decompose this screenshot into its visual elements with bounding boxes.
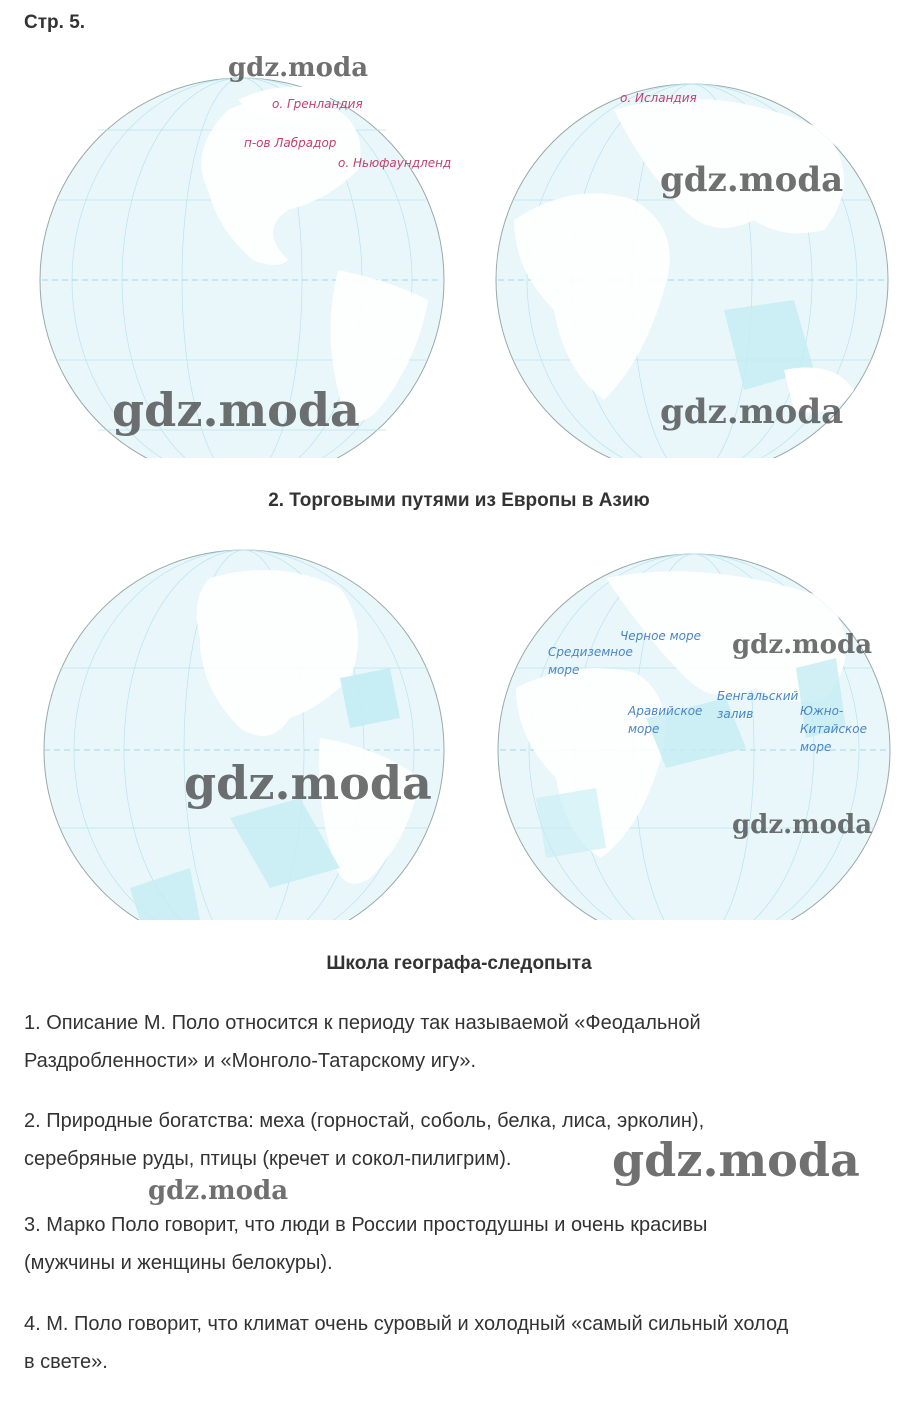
heading-trade-routes: 2. Торговыми путями из Европы в Азию — [268, 490, 650, 511]
page-number: Стр. 5. — [24, 12, 86, 33]
answer-1 — [24, 1004, 904, 1080]
answer-3-line-1: 3. Марко Поло говорит, что люди в России простодушны и очень красивы — [24, 1214, 708, 1236]
label-south-china-sea: море — [800, 740, 832, 754]
answer-3 — [24, 1206, 904, 1282]
label-bengal-bay: залив — [717, 707, 754, 721]
label-greenland: о. Гренландия — [272, 97, 363, 111]
answer-2-line-2: серебряные руды, птицы (кречет и сокол-пилигрим). — [24, 1148, 512, 1170]
answer-4-line-2: в свете». — [24, 1351, 108, 1373]
watermark: gdz.moda — [228, 53, 369, 83]
label-black-sea: Черное море — [620, 629, 702, 643]
answer-4 — [24, 1305, 904, 1381]
answer-2-line-1: 2. Природные богатства: меха (горностай, соболь, белка, лиса, эрколин), — [24, 1110, 705, 1132]
label-labrador: п-ов Лабрадор — [244, 136, 337, 150]
label-mediterranean: Средиземное — [548, 645, 633, 659]
heading-school: Школа географа-следопыта — [326, 953, 592, 974]
watermark: gdz.moda — [112, 383, 360, 437]
globe-west-2-graphic — [40, 548, 448, 920]
watermark: gdz.moda — [660, 392, 844, 432]
watermark: gdz.moda — [660, 160, 844, 200]
label-south-china-2: Китайское — [800, 722, 868, 736]
label-arabian: Аравийское — [628, 704, 703, 718]
watermark: gdz.moda — [732, 630, 873, 660]
watermark: gdz.moda — [148, 1176, 289, 1206]
watermark: gdz.moda — [612, 1133, 860, 1187]
answer-1-line-1: 1. Описание М. Поло относится к периоду так называемой «Феодальной — [24, 1012, 701, 1034]
label-mediterranean-sea: море — [548, 663, 580, 677]
label-bengal: Бенгальский — [717, 689, 799, 703]
answer-4-line-1: 4. М. Поло говорит, что климат очень суровый и холодный «самый сильный холод — [24, 1313, 789, 1335]
label-south-china: Южно- — [800, 704, 844, 718]
answer-3-line-2: (мужчины и женщины белокуры). — [24, 1252, 333, 1274]
answer-1-line-2: Раздробленности» и «Монголо-Татарскому игу». — [24, 1050, 477, 1072]
label-newfoundland: о. Ньюфаундленд — [338, 156, 452, 170]
watermark: gdz.moda — [184, 756, 432, 810]
watermark: gdz.moda — [732, 810, 873, 840]
label-arabian-sea: море — [628, 722, 660, 736]
label-iceland: о. Исландия — [620, 91, 697, 105]
western-hemisphere-map-2 — [40, 548, 448, 920]
